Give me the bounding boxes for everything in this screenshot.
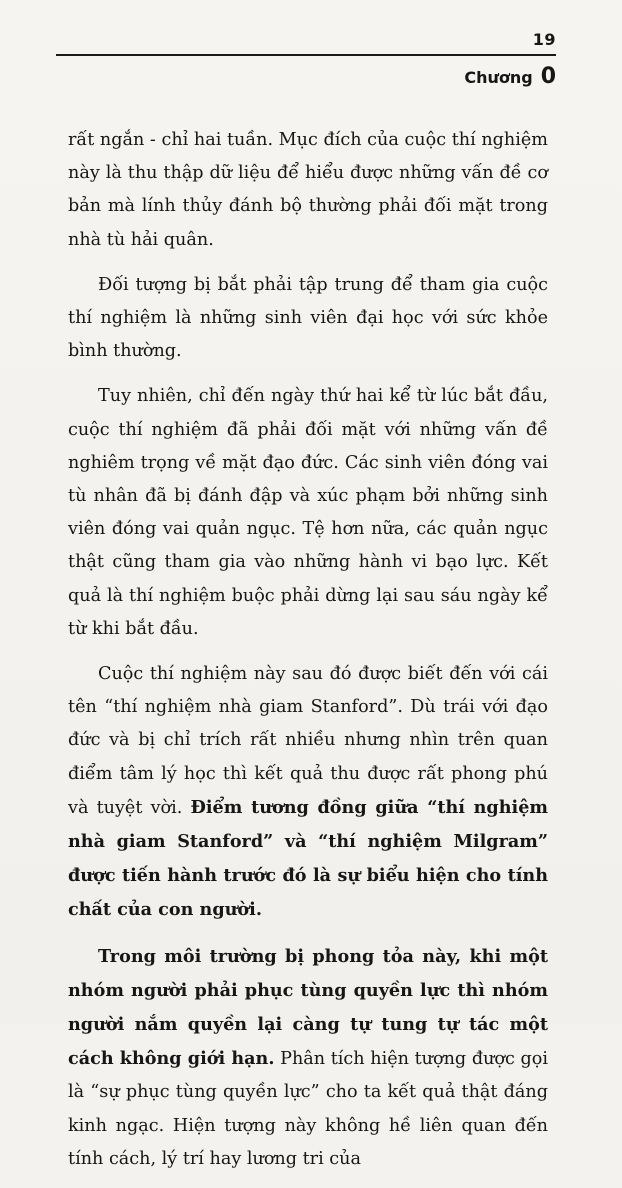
paragraph-4 <box>68 658 548 928</box>
paragraph-5-normal: Phân tích hiện tượng được gọi là “sự phục tùng quyền lực” cho ta kết quả thật đáng kinh ngạc. Hiện tượng này không hề liên quan đến tính cách, lý trí hay lương tri của <box>68 1049 548 1169</box>
paragraph-5 <box>68 940 548 1176</box>
body-text <box>68 124 548 1188</box>
chapter-number: 0 <box>540 64 556 89</box>
paragraph-3: Tuy nhiên, chỉ đến ngày thứ hai kể từ lúc bắt đầu, cuộc thí nghiệm đã phải đối mặt với những vấn đề nghiêm trọng về mặt đạo đức. Các sinh viên đóng vai tù nhân đã bị đánh đập và xúc phạm bởi những sinh viên đóng vai quản ngục. Tệ hơn nữa, các quản ngục thật cũng tham gia vào những hành vi bạo lực. Kết quả là thí nghiệm buộc phải dừng lại sau sáu ngày kể từ khi bắt đầu. <box>68 386 548 639</box>
paragraph-5-bold: Trong môi trường bị phong tỏa này, khi một nhóm người phải phục tùng quyền lực thì nhóm người nắm quyền lại càng tự tung tự tác một cách không giới hạn. <box>68 945 548 1070</box>
paragraph-4-normal: Cuộc thí nghiệm này sau đó được biết đến với cái tên “thí nghiệm nhà giam Stanford”. Dù trái với đạo đức và bị chỉ trích rất nhiều nhưng nhìn trên quan điểm tâm lý học thì kết quả thu được rất phong phú và tuyệt vời. <box>68 664 548 818</box>
paragraph-4-bold: Điểm tương đồng giữa “thí nghiệm nhà giam Stanford” và “thí nghiệm Milgram” được tiến hành trước đó là sự biểu hiện cho tính chất của con người. <box>68 796 549 921</box>
paragraph-2: Đối tượng bị bắt phải tập trung để tham gia cuộc thí nghiệm là những sinh viên đại học với sức khỏe bình thường. <box>68 274 548 362</box>
page-number: 19 <box>532 30 556 49</box>
paragraph-1: rất ngắn - chỉ hai tuần. Mục đích của cuộc thí nghiệm này là thu thập dữ liệu để hiểu được những vấn đề cơ bản mà lính thủy đánh bộ thường phải đối mặt trong nhà tù hải quân. <box>68 130 548 250</box>
chapter-word: Chương <box>464 68 533 87</box>
header-rule <box>56 54 556 56</box>
chapter-label <box>464 64 556 89</box>
